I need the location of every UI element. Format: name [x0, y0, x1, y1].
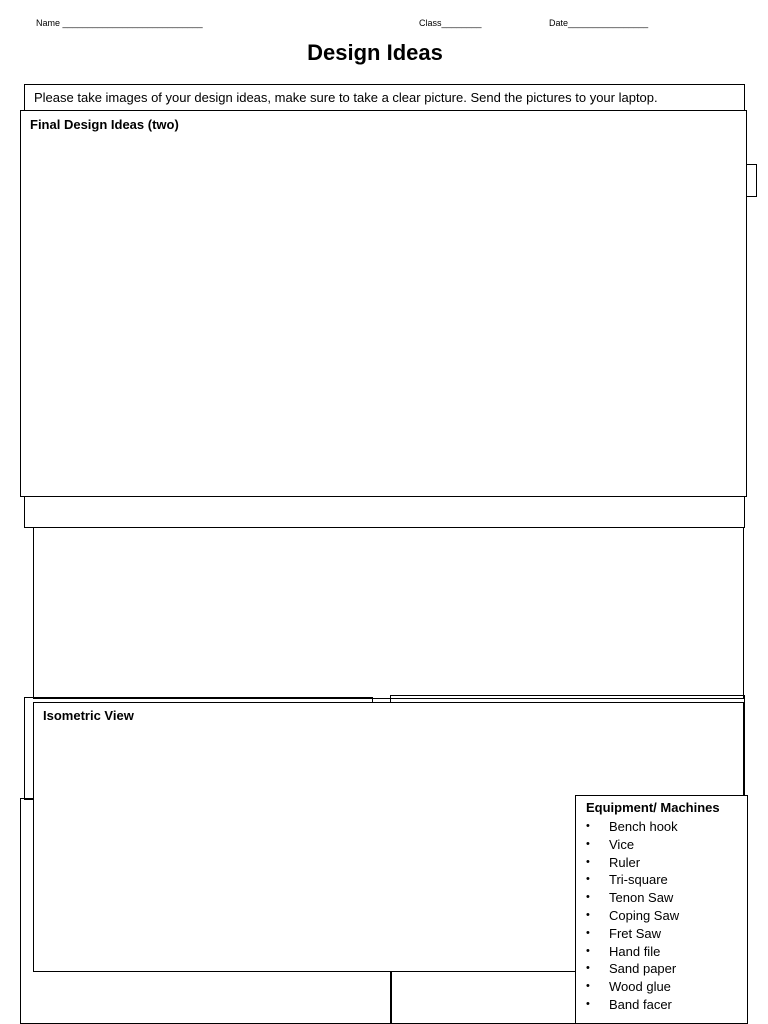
side-tab	[746, 164, 757, 197]
list-item: • Coping Saw	[586, 907, 680, 923]
final-design-label: Final Design Ideas (two)	[30, 117, 179, 132]
bullet-icon: •	[586, 820, 590, 832]
bullet-icon: •	[586, 926, 590, 939]
page-title: Design Ideas	[307, 40, 443, 65]
list-item: • Hand file	[586, 943, 661, 959]
list-item: • Bench hook	[586, 819, 678, 834]
bullet-icon: •	[586, 997, 590, 1010]
instruction-text: Please take images of your design ideas, make sure to take a clear picture. Send the pictures to your laptop.	[34, 90, 658, 105]
equipment-title: Equipment/ Machines	[586, 800, 720, 815]
equipment-box	[575, 795, 748, 1024]
list-item: • Tenon Saw	[586, 890, 674, 906]
class-field-label: Class________	[419, 18, 482, 28]
name-field-label: Name ____________________________	[36, 18, 203, 28]
bullet-icon: •	[586, 908, 590, 921]
list-item: • Tri-square	[586, 872, 668, 888]
list-item: • Vice	[586, 836, 635, 852]
list-item: • Band facer	[586, 996, 672, 1012]
list-item: • Ruler	[586, 854, 641, 870]
bullet-icon: •	[586, 891, 590, 904]
bullet-icon: •	[586, 837, 590, 850]
date-field-label: Date________________	[549, 18, 649, 28]
list-item: • Wood glue	[586, 979, 671, 995]
bullet-icon: •	[586, 980, 590, 993]
bullet-icon: •	[586, 962, 590, 975]
bullet-icon: •	[586, 873, 590, 886]
equipment-list	[576, 818, 746, 1014]
bullet-icon: •	[586, 944, 590, 957]
list-item: • Fret Saw	[586, 925, 662, 941]
final-design-box	[20, 110, 747, 497]
isometric-view-label: Isometric View	[43, 708, 134, 723]
empty-frame	[33, 527, 744, 699]
list-item: • Sand paper	[586, 961, 677, 977]
bullet-icon: •	[586, 855, 590, 868]
